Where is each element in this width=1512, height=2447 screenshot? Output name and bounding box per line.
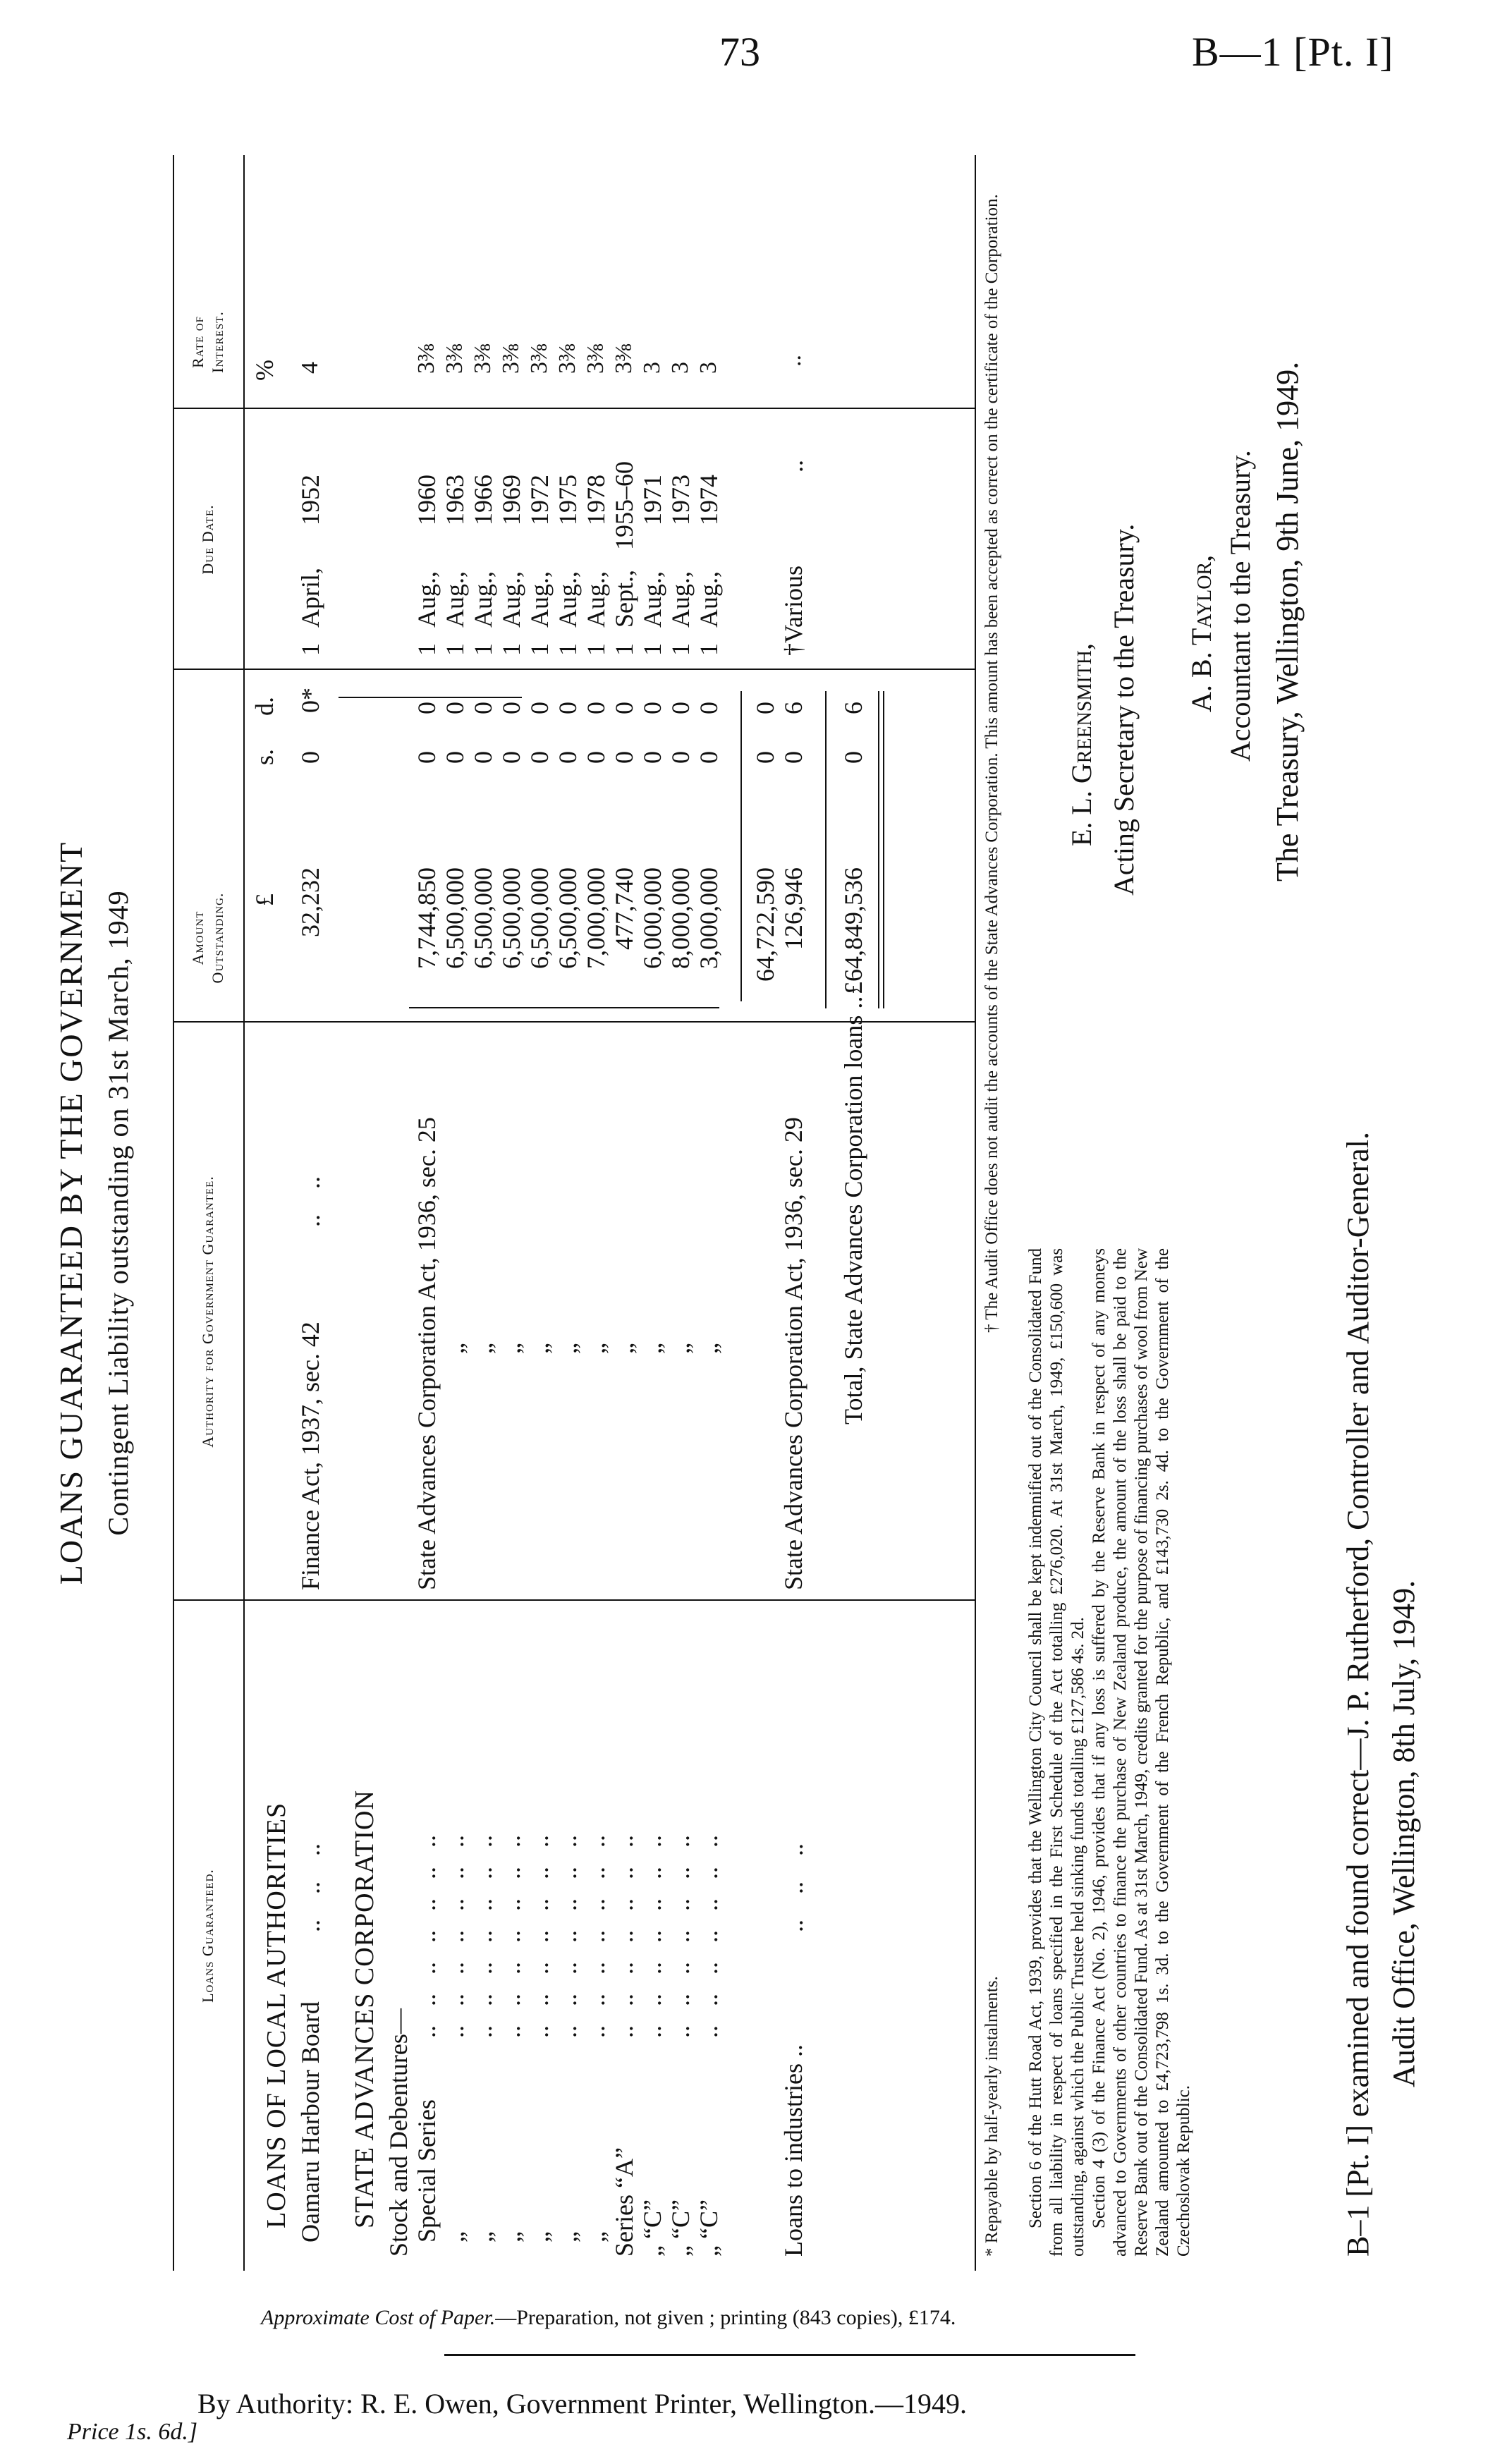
row-pence: 0* <box>296 688 324 713</box>
leader-dots: .. .. .. .. .. .. .. .. .. .. .. .. .. .. .. .. .. .. .. .. .. .. .. .. .. .. .. .. .. .. .. .. .. .. .. .. .. .. .. .. .. .. .. .. .. .. .. .. .. .. .. .. .. .. .. .. .. .. .. .. .. .. .. .. .. .. .. .. .. .. .. .. .. .. .. .. .. <box>413 1835 723 2038</box>
row-authority: „ <box>610 1343 638 1354</box>
due-day: 1 <box>296 643 324 656</box>
stock-debentures-label: Stock and Debentures— <box>384 2008 413 2257</box>
row-loan: „ <box>582 2231 610 2242</box>
row-pence: 0 <box>469 702 497 714</box>
row-loan: Series “A” <box>610 2147 638 2257</box>
due-day: 1 <box>638 643 666 656</box>
section-local-authorities: LOANS OF LOCAL AUTHORITIES <box>262 1802 291 2228</box>
row-authority: „ <box>582 1343 610 1354</box>
cost-label: Approximate Cost of Paper. <box>261 2306 496 2329</box>
row-rate: 3 <box>695 362 721 374</box>
cost-of-paper <box>261 2306 956 2330</box>
row-pounds: 6,000,000 <box>638 867 666 969</box>
row-rate: 3⅜ <box>554 343 580 374</box>
document-subtitle: Contingent Liability outstanding on 31st March, 1949 <box>102 890 134 1536</box>
industries-authority: State Advances Corporation Act, 1936, sec. 29 <box>779 1117 807 1590</box>
due-year: 1974 <box>695 475 723 525</box>
row-pounds: 8,000,000 <box>666 867 695 969</box>
due-year: 1966 <box>469 475 497 525</box>
table-top-rule <box>173 155 174 2271</box>
row-authority: Finance Act, 1937, sec. 42 <box>296 1322 324 1590</box>
row-authority: „ <box>497 1343 525 1354</box>
due-day: 1 <box>695 643 723 656</box>
due-month: Aug., <box>413 571 441 628</box>
document-title: LOANS GUARANTEED BY THE GOVERNMENT <box>53 841 89 1585</box>
leader-dots: .. <box>780 460 808 472</box>
due-month: Aug., <box>638 571 666 628</box>
row-shillings: 0 <box>610 751 638 764</box>
signature-taylor: A. B. Taylor, <box>1185 554 1217 712</box>
due-year: 1971 <box>638 475 666 525</box>
row-pence: 0 <box>413 702 441 714</box>
due-month: Aug., <box>554 571 582 628</box>
row-pence: 0 <box>582 702 610 714</box>
row-shillings: 0 <box>497 751 525 764</box>
due-year: 1969 <box>497 475 525 525</box>
pence-divider <box>339 697 522 698</box>
printer-authority: By Authority: R. E. Owen, Government Printer, Wellington.—1949. <box>197 2388 968 2419</box>
amount-bracket-line <box>409 1007 719 1008</box>
due-month: Aug., <box>497 571 525 628</box>
unit-pence: d. <box>250 697 279 716</box>
row-pounds: 6,500,000 <box>525 867 554 969</box>
due-month: Aug., <box>582 571 610 628</box>
row-pence: 0 <box>695 702 723 714</box>
row-loan: „ <box>554 2231 582 2242</box>
leader-dots: .. .. .. <box>780 1843 808 1932</box>
row-rate: 3⅜ <box>526 343 552 374</box>
industries-due: †Various <box>779 566 807 656</box>
row-rate: 3 <box>639 362 665 374</box>
unit-shillings: s. <box>250 748 279 765</box>
row-loan: Special Series <box>413 2099 441 2242</box>
row-authority: „ <box>666 1343 695 1354</box>
row-pounds: 7,744,850 <box>413 867 441 969</box>
examined-statement: B–1 [Pt. I] examined and found correct—J. P. Rutherford, Controller and Auditor-General. <box>1341 1132 1375 2257</box>
unit-percent: % <box>250 360 279 381</box>
due-month: Aug., <box>441 571 469 628</box>
subtotal-shillings: 0 <box>751 751 779 764</box>
row-rate: 3 <box>667 362 693 374</box>
leader-dots: .. .. <box>297 1176 325 1227</box>
table-bottom-rule <box>975 155 976 2271</box>
row-shillings: 0 <box>695 751 723 764</box>
row-rate: 3⅜ <box>441 343 468 374</box>
col-divider-1 <box>173 1599 975 1601</box>
row-authority: State Advances Corporation Act, 1936, sec. 25 <box>413 1117 441 1590</box>
row-shillings: 0 <box>469 751 497 764</box>
due-day: 1 <box>413 643 441 656</box>
due-month: Aug., <box>525 571 554 628</box>
row-loan: „ <box>525 2231 554 2242</box>
row-shillings: 0 <box>441 751 469 764</box>
row-rate: 3⅜ <box>611 343 637 374</box>
due-year: 1963 <box>441 475 469 525</box>
cost-text: —Preparation, not given ; printing (843 copies), £174. <box>495 2306 956 2329</box>
price: Price 1s. 6d.] <box>67 2419 198 2445</box>
row-shillings: 0 <box>638 751 666 764</box>
row-pence: 0 <box>497 702 525 714</box>
row-loan: „ <box>497 2231 525 2242</box>
row-shillings: 0 <box>554 751 582 764</box>
col-divider-3 <box>173 669 975 670</box>
subtotal-pounds: 64,722,590 <box>751 867 779 982</box>
leader-dots: .. .. .. <box>297 1843 325 1932</box>
rotated-page <box>28 155 1439 2271</box>
note-star: * Repayable by half-yearly instalments. <box>982 1976 1001 2257</box>
row-pence: 0 <box>666 702 695 714</box>
col-divider-4 <box>173 408 975 409</box>
row-authority: „ <box>441 1343 469 1354</box>
due-day: 1 <box>582 643 610 656</box>
page-number: 73 <box>719 29 760 75</box>
total-rule-top <box>825 691 827 1008</box>
total-pounds: £64,849,536 <box>839 867 867 994</box>
row-pence: 0 <box>441 702 469 714</box>
industries-rate: .. <box>780 355 806 367</box>
row-rate: 3⅜ <box>413 343 439 374</box>
row-pence: 0 <box>525 702 554 714</box>
row-pounds: 477,740 <box>610 867 638 950</box>
row-authority: „ <box>554 1343 582 1354</box>
due-year: 1978 <box>582 475 610 525</box>
industries-loan: Loans to industries .. <box>779 2044 807 2257</box>
row-loan: „ “C” <box>638 2199 666 2257</box>
industries-shillings: 0 <box>779 751 807 764</box>
due-day: 1 <box>525 643 554 656</box>
total-pence: 6 <box>839 702 867 714</box>
document-reference: B—1 [Pt. I] <box>1192 29 1394 75</box>
signature-greensmith: E. L. Greensmith, <box>1066 643 1097 846</box>
row-pence: 0 <box>554 702 582 714</box>
total-shillings: 0 <box>839 751 867 764</box>
due-month: Sept., <box>610 569 638 628</box>
row-loan: Oamaru Harbour Board <box>296 2001 324 2242</box>
note-dagger: † The Audit Office does not audit the accounts of the State Advances Corporation. This amount has been accepted as correct on the certificate of the Corporation. <box>982 194 1001 1333</box>
row-shillings: 0 <box>582 751 610 764</box>
header-amount: Amount Outstanding. <box>189 892 226 984</box>
signature-greensmith-title: Acting Secretary to the Treasury. <box>1108 523 1140 896</box>
row-shillings: 0 <box>666 751 695 764</box>
header-due: Due Date. <box>199 504 217 575</box>
due-year: 1955–60 <box>610 461 638 550</box>
header-rate: Rate of Interest. <box>189 311 226 373</box>
due-year: 1973 <box>666 475 695 525</box>
note-finance-act: Section 4 (3) of the Finance Act (No. 2), 1946, provides that if any loss is suffered by the Reserve Bank in respect of any moneys advanced to Governments of other countries to finance the purchase of New Zealand produce, the amount of the loss shall be paid to the Reserve Bank out of the Consolidated Fund. As at 31st March, 1949, credits granted for the purpose of financing purchases of wool from New Zealand amounted to £4,723,798 1s. 3d. to the Government of the French Republic, and £143,730 2s. 4d. to the Government of the Czechoslovak Republic. <box>1090 1248 1193 2257</box>
total-rule-mid <box>878 691 879 1008</box>
due-year: 1952 <box>296 475 324 525</box>
due-day: 1 <box>441 643 469 656</box>
section-state-advances: STATE ADVANCES CORPORATION <box>350 1790 379 2228</box>
row-authority: „ <box>525 1343 554 1354</box>
note-hutt-road: Section 6 of the Hutt Road Act, 1939, provides that the Wellington City Council shall be kept indemnified out of the Consolidated Fund from all liability in respect of loans specified in the First Schedule of the Act totalling £276,020. At 31st March, 1949, £150,600 was outstanding, against which the Public Trustee held sinking funds totalling £127,586 4s. 2d. <box>1026 1248 1087 2257</box>
row-authority: „ <box>695 1343 723 1354</box>
due-month: Aug., <box>695 571 723 628</box>
due-year: 1972 <box>525 475 554 525</box>
due-year: 1975 <box>554 475 582 525</box>
row-shillings: 0 <box>525 751 554 764</box>
due-month: Aug., <box>666 571 695 628</box>
row-pounds: 3,000,000 <box>695 867 723 969</box>
row-pounds: 7,000,000 <box>582 867 610 969</box>
row-shillings: 0 <box>296 751 324 764</box>
row-rate: 3⅜ <box>470 343 496 374</box>
footer-rule <box>444 2354 1135 2356</box>
header-authority: Authority for Government Guarantee. <box>199 1176 217 1448</box>
total-rule-bottom <box>883 691 884 1008</box>
due-year: 1960 <box>413 475 441 525</box>
row-loan: „ <box>469 2231 497 2242</box>
row-loan: „ “C” <box>695 2199 723 2257</box>
row-authority: „ <box>638 1343 666 1354</box>
due-day: 1 <box>497 643 525 656</box>
signature-taylor-title: Accountant to the Treasury. <box>1224 450 1256 762</box>
due-day: 1 <box>610 643 638 656</box>
row-pence: 0 <box>638 702 666 714</box>
row-pounds: 6,500,000 <box>469 867 497 969</box>
unit-pounds: £ <box>250 893 279 906</box>
row-pence: 0 <box>610 702 638 714</box>
header-rule <box>243 155 245 2271</box>
row-pounds: 32,232 <box>296 867 324 937</box>
due-day: 1 <box>554 643 582 656</box>
due-day: 1 <box>469 643 497 656</box>
row-pounds: 6,500,000 <box>441 867 469 969</box>
row-rate: 4 <box>297 362 323 374</box>
industries-pence: 6 <box>779 702 807 714</box>
row-loan: „ “C” <box>666 2199 695 2257</box>
treasury-date-line: The Treasury, Wellington, 9th June, 1949. <box>1270 361 1305 881</box>
subtotal-pence: 0 <box>751 702 779 714</box>
row-rate: 3⅜ <box>583 343 609 374</box>
total-label: Total, State Advances Corporation loans .. <box>839 996 867 1424</box>
footnotes <box>982 1248 1195 2257</box>
industries-pounds: 126,946 <box>779 867 807 950</box>
subtotal-rule <box>740 691 742 1001</box>
due-month: Aug., <box>469 571 497 628</box>
due-month: April, <box>296 568 324 628</box>
row-pounds: 6,500,000 <box>554 867 582 969</box>
row-pounds: 6,500,000 <box>497 867 525 969</box>
audit-office-date: Audit Office, Wellington, 8th July, 1949. <box>1386 1580 1421 2087</box>
due-day: 1 <box>666 643 695 656</box>
row-shillings: 0 <box>413 751 441 764</box>
row-rate: 3⅜ <box>498 343 524 374</box>
row-authority: „ <box>469 1343 497 1354</box>
header-loans: Loans Guaranteed. <box>199 1869 217 2003</box>
row-loan: „ <box>441 2231 469 2242</box>
